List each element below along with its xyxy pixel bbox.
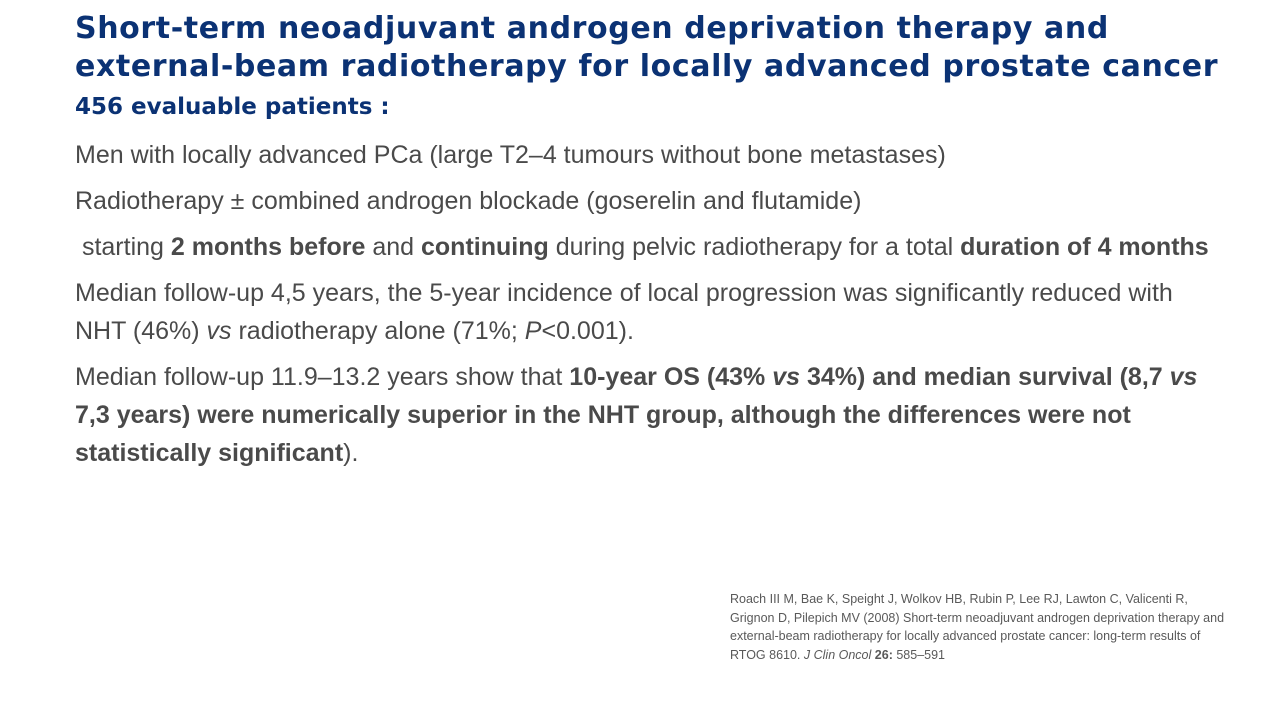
title-main: Short-term neoadjuvant androgen deprivation therapy and external-beam radiotherapy for locally advanced prostate cancer xyxy=(75,11,1219,84)
title-subtitle: 456 evaluable patients : xyxy=(75,94,390,120)
survival-emphasis: 10-year OS (43% vs 34%) and median survival (8,7 vs 7,3 years) were numerically superior in the NHT group, although the differences were not statistically significant xyxy=(75,363,1198,467)
schedule-duration-emphasis: duration of 4 months xyxy=(960,233,1209,261)
journal-pages: 585–591 xyxy=(896,647,946,662)
slide-title xyxy=(75,10,1225,126)
schedule-continuing-emphasis: continuing xyxy=(421,233,549,261)
paragraph-treatment: Radiotherapy ± combined androgen blockade (goserelin and flutamide) xyxy=(75,187,862,215)
schedule-start-emphasis: 2 months before xyxy=(170,233,366,261)
slide-body xyxy=(75,136,1225,480)
journal-name: J Clin Oncol xyxy=(803,647,872,662)
paragraph-population: Men with locally advanced PCa (large T2–4 tumours without bone metastases) xyxy=(75,141,946,169)
citation-reference: Roach III M, Bae K, Speight J, Wolkov HB, Rubin P, Lee RJ, Lawton C, Valicenti R, Grignon D, Pilepich MV (2008) Short-term neoadjuvant androgen deprivation therapy and external-beam radiotherapy for locally advanced prostate cancer: long-term results of RTOG 8610. J Clin Oncol 26: 585–591 xyxy=(730,592,1225,662)
journal-volume: 26 xyxy=(874,647,889,662)
paragraph-local-progression: Median follow-up 4,5 years, the 5-year incidence of local progression was significantly reduced with NHT (46%) vs radiotherapy alone (71%; P<0.001). xyxy=(75,279,1173,345)
paragraph-overall-survival: Median follow-up 11.9–13.2 years show that 10-year OS (43% vs 34%) and median survival (8,7 vs 7,3 years) were numerically superior in the NHT group, although the differences were not statistically significant). xyxy=(75,363,1198,467)
paragraph-schedule: starting 2 months before and continuing during pelvic radiotherapy for a total duration of 4 months xyxy=(81,233,1209,261)
